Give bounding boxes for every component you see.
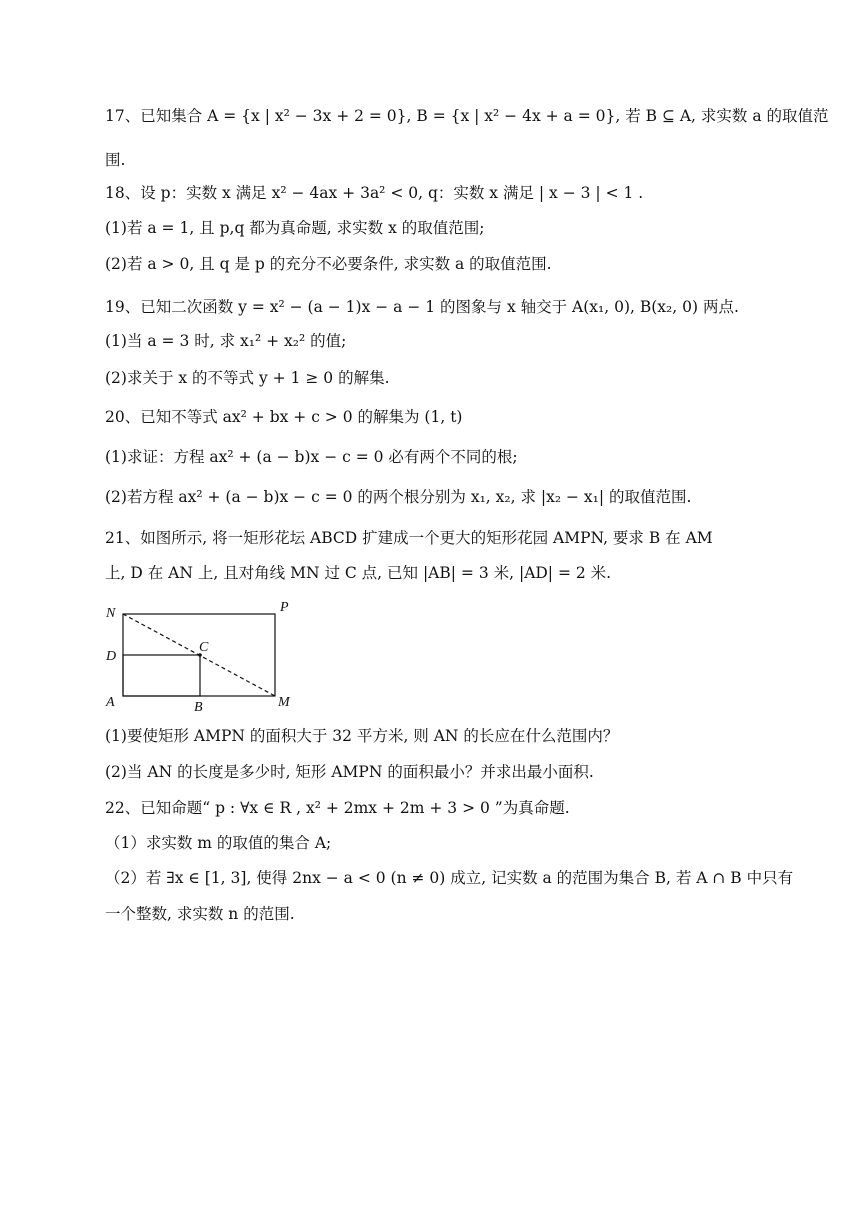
q19-part1: (1)当 a = 3 时, 求 x₁² + x₂² 的值; — [105, 332, 347, 350]
q17-line1: 17、已知集合 A = {x | x² − 3x + 2 = 0}, B = {x | x² − 4x + a = 0}, 若 B ⊆ A, 求实数 a 的取值范 — [105, 107, 829, 125]
q21-part2: (2)当 AN 的长度是多少时, 矩形 AMPN 的面积最小？并求出最小面积. — [105, 763, 594, 781]
q18-part2: (2)若 a > 0, 且 q 是 p 的充分不必要条件, 求实数 a 的取值范围. — [105, 255, 552, 273]
q22-part1: （1）求实数 m 的取值的集合 A; — [105, 834, 332, 852]
q17-line2: 围. — [105, 151, 126, 169]
label-c: C — [199, 640, 209, 655]
q20-stem: 20、已知不等式 ax² + bx + c > 0 的解集为 (1, t) — [105, 408, 463, 426]
q22-part2-line1: （2）若 ∃x ∈ [1, 3], 使得 2nx − a < 0 (n ≠ 0) 成立, 记实数 a 的范围为集合 B, 若 A ∩ B 中只有 — [105, 869, 794, 887]
q20-part1: (1)求证：方程 ax² + (a − b)x − c = 0 必有两个不同的根; — [105, 448, 518, 466]
q19-part2: (2)求关于 x 的不等式 y + 1 ≥ 0 的解集. — [105, 369, 390, 387]
label-p: P — [280, 600, 289, 615]
q19-stem: 19、已知二次函数 y = x² − (a − 1)x − a − 1 的图象与 x 轴交于 A(x₁, 0), B(x₂, 0) 两点. — [105, 298, 739, 316]
label-m: M — [278, 695, 290, 710]
q20-part2: (2)若方程 ax² + (a − b)x − c = 0 的两个根分别为 x₁, x₂, 求 |x₂ − x₁| 的取值范围. — [105, 488, 692, 506]
q18-stem: 18、设 p：实数 x 满足 x² − 4ax + 3a² < 0, q：实数 x 满足 | x − 3 | < 1 . — [105, 184, 644, 202]
q18-part1: (1)若 a = 1, 且 p,q 都为真命题, 求实数 x 的取值范围; — [105, 219, 485, 237]
rect-abcd — [123, 655, 200, 696]
label-d: D — [106, 649, 117, 664]
q21-stem-line2: 上, D 在 AN 上, 且对角线 MN 过 C 点, 已知 |AB| = 3 米, |AD| = 2 米. — [105, 564, 612, 582]
garden-figure — [100, 600, 300, 712]
label-n: N — [106, 606, 116, 621]
q21-stem-line1: 21、如图所示, 将一矩形花坛 ABCD 扩建成一个更大的矩形花园 AMPN, 要求 B 在 AM — [105, 529, 713, 547]
q22-stem: 22、已知命题“ p : ∀x ∈ R , x² + 2mx + 2m + 3 > 0 ”为真命题. — [105, 799, 570, 817]
q21-part1: (1)要使矩形 AMPN 的面积大于 32 平方米, 则 AN 的长应在什么范围内？ — [105, 727, 619, 745]
label-a: A — [106, 695, 115, 710]
label-b: B — [194, 700, 203, 712]
q22-part2-line2: 一个整数, 求实数 n 的范围. — [105, 905, 295, 923]
